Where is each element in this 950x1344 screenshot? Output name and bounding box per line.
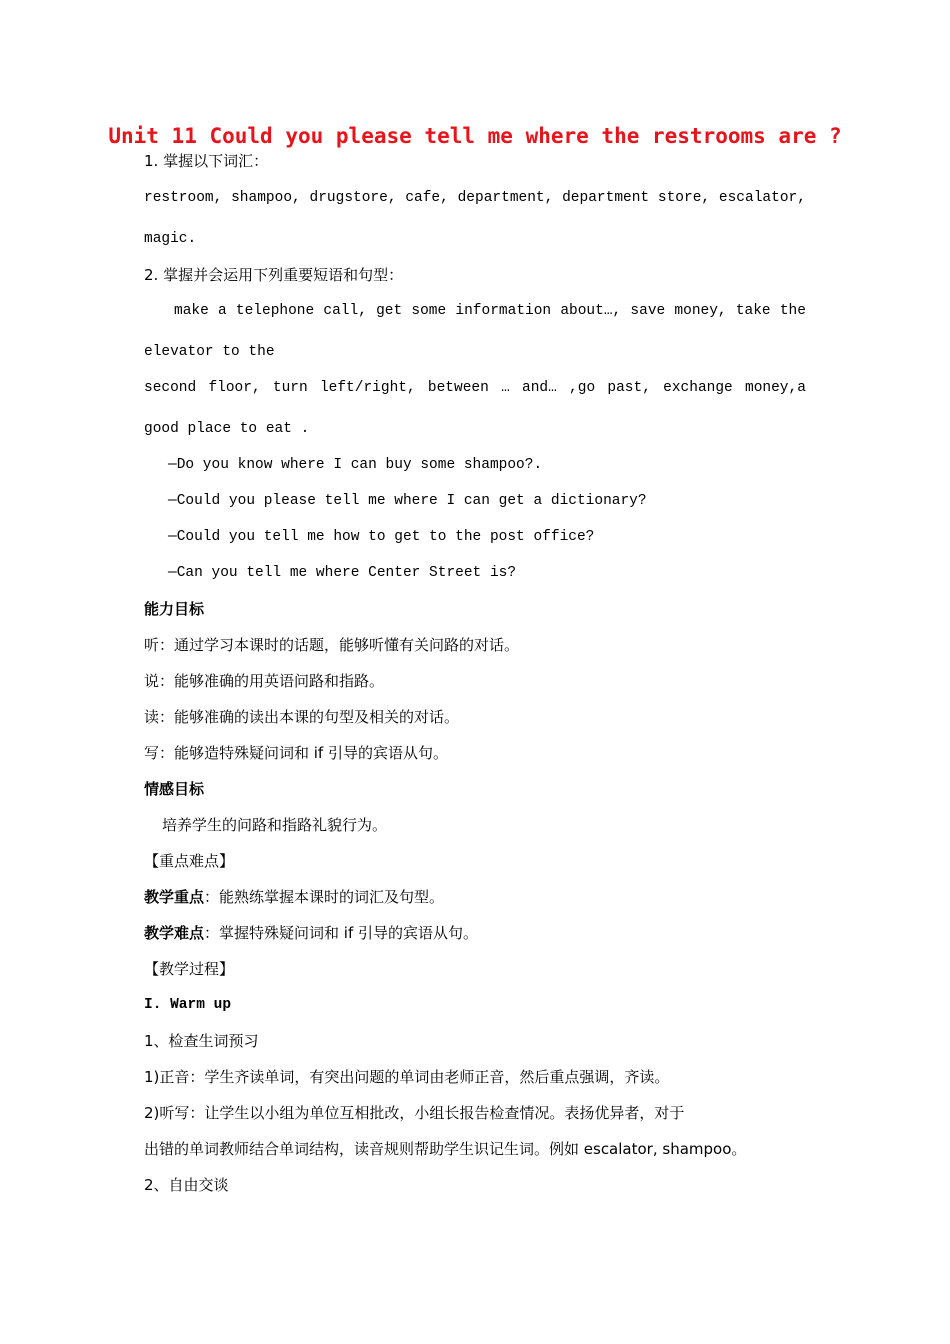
phrases-line-2: elevator to the <box>144 344 275 360</box>
vocab-word: department, <box>457 190 554 206</box>
focus-label: 教学重点 <box>144 888 205 906</box>
vocab-last-word: magic. <box>144 231 197 247</box>
vocab-line <box>144 188 806 208</box>
phrase-word: and… <box>522 380 557 396</box>
emotion-text: 培养学生的问路和指路礼貌行为。 <box>162 816 388 834</box>
vocab-word: store, <box>657 190 711 206</box>
phrase-word: ,go <box>569 380 596 396</box>
vocab-word: department <box>562 190 650 206</box>
phrases-heading: 2. 掌握并会运用下列重要短语和句型： <box>144 266 404 284</box>
phrase-word: second <box>144 380 197 396</box>
phrase-word: get <box>376 303 403 319</box>
emotion-heading: 情感目标 <box>144 780 205 798</box>
sentence-2: —Could you please tell me where I can get a dictionary? <box>168 493 647 509</box>
phrase-word: left/right, <box>319 380 416 396</box>
difficulty-label: 教学难点 <box>144 924 205 942</box>
phrase-word: make <box>174 303 209 319</box>
phrases-line-3 <box>144 378 806 398</box>
vocab-word: cafe, <box>405 190 449 206</box>
phrase-word: past, <box>607 380 651 396</box>
phrase-word: … <box>501 380 510 396</box>
vocab-heading: 1. 掌握以下词汇： <box>144 152 269 170</box>
phrase-word: money,a <box>745 380 806 396</box>
vocab-word: shampoo, <box>231 190 301 206</box>
phrases-line-1 <box>174 301 806 321</box>
phrase-word: take <box>735 303 771 319</box>
step-pronunciation: 1)正音：学生齐读单词，有突出问题的单词由老师正音，然后重点强调，齐读。 <box>144 1068 670 1086</box>
phrase-word: between <box>427 380 489 396</box>
sentence-4: —Can you tell me where Center Street is? <box>168 565 517 581</box>
phrase-word: about…, <box>560 303 622 319</box>
step-free-talk: 2、自由交谈 <box>144 1176 229 1194</box>
phrase-word: a <box>218 303 227 319</box>
phrases-line-4: good place to eat . <box>144 421 310 437</box>
ability-heading: 能力目标 <box>144 600 205 618</box>
keypoints-heading: 【重点难点】 <box>144 852 235 870</box>
section-warm-up: I. Warm up <box>144 997 232 1013</box>
sentence-3: —Could you tell me how to get to the post office? <box>168 529 595 545</box>
phrase-word: exchange <box>663 380 733 396</box>
vocab-word: escalator, <box>718 190 806 206</box>
step-check-preview: 1、检查生词预习 <box>144 1032 259 1050</box>
ability-reading: 读：能够准确的读出本课的句型及相关的对话。 <box>144 708 460 726</box>
ability-speaking: 说：能够准确的用英语问路和指路。 <box>144 672 385 690</box>
focus-text: ：能熟练掌握本课时的词汇及句型。 <box>204 888 445 906</box>
ability-writing: 写：能够造特殊疑问词和 if 引导的宾语从句。 <box>144 744 448 762</box>
step-dictation-line-1: 2)听写：让学生以小组为单位互相批改，小组长报告检查情况。表扬优异者，对于 <box>144 1104 685 1122</box>
phrase-word: information <box>455 303 552 319</box>
vocab-word: restroom, <box>144 190 223 206</box>
phrase-word: some <box>411 303 447 319</box>
focus-line <box>144 887 444 907</box>
phrase-word: turn <box>272 380 308 396</box>
phrase-word: call, <box>323 303 367 319</box>
ability-listening: 听：通过学习本课时的话题，能够听懂有关问路的对话。 <box>144 636 520 654</box>
phrase-word: money, <box>674 303 727 319</box>
process-heading: 【教学过程】 <box>144 960 235 978</box>
step-dictation-line-2: 出错的单词教师结合单词结构，读音规则帮助学生识记生词。例如 escalator, shampoo。 <box>144 1140 747 1158</box>
phrase-word: floor, <box>208 380 261 396</box>
document-title: Unit 11 Could you please tell me where the restrooms are ? <box>108 124 842 148</box>
phrase-word: the <box>779 303 806 319</box>
sentence-1: —Do you know where I can buy some shampoo?. <box>168 457 543 473</box>
phrase-word: telephone <box>235 303 315 319</box>
difficulty-text: ：掌握特殊疑问词和 if 引导的宾语从句。 <box>204 924 479 942</box>
phrase-word: save <box>630 303 666 319</box>
vocab-word: drugstore, <box>309 190 397 206</box>
difficulty-line <box>144 923 478 943</box>
